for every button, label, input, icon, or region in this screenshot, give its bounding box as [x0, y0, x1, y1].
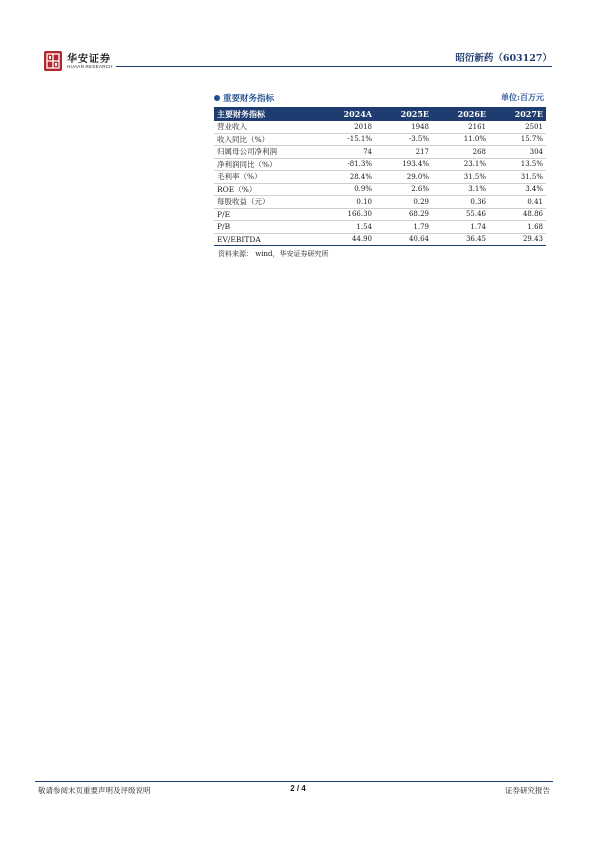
unit-label: 单位:百万元 [501, 92, 544, 102]
row-label: 净利润同比（%） [214, 158, 318, 171]
table-cell: 268 [432, 146, 489, 159]
column-header: 主要财务指标 [214, 107, 318, 121]
table-cell: 36.45 [432, 233, 489, 246]
table-row [214, 183, 546, 196]
table-cell: 13.5% [489, 158, 546, 171]
bullet-dot-icon [214, 95, 220, 101]
row-label: 归属母公司净利润 [214, 146, 318, 159]
column-header: 2024A [318, 107, 375, 121]
table-cell: 217 [375, 146, 432, 159]
table-cell: 55.46 [432, 208, 489, 221]
row-label: P/E [214, 208, 318, 221]
table-cell: 68.29 [375, 208, 432, 221]
source-note: 资料来源： wind，华安证券研究所 [218, 250, 329, 258]
table-cell: -15.1% [318, 133, 375, 146]
table-cell: 2161 [432, 121, 489, 133]
table-cell: 28.4% [318, 171, 375, 184]
table-row [214, 221, 546, 234]
table-cell: 3.1% [432, 183, 489, 196]
table-row [214, 208, 546, 221]
row-label: 收入同比（%） [214, 133, 318, 146]
section-title: 重要财务指标 [223, 94, 275, 104]
table-cell: 1948 [375, 121, 432, 133]
stock-title: 昭衍新药（603127） [455, 53, 552, 64]
company-subtitle: HUAAN RESEARCH [67, 64, 113, 69]
row-label: 每股收益（元） [214, 196, 318, 209]
column-header: 2026E [432, 107, 489, 121]
table-cell: 2501 [489, 121, 546, 133]
table-cell: 0.29 [375, 196, 432, 209]
row-label: 营业收入 [214, 121, 318, 133]
table-cell: -81.3% [318, 158, 375, 171]
table-cell: 1.79 [375, 221, 432, 234]
table-cell: 304 [489, 146, 546, 159]
row-label: EV/EBITDA [214, 233, 318, 246]
table-cell: 31.5% [489, 171, 546, 184]
table-cell: 40.64 [375, 233, 432, 246]
table-cell: 0.36 [432, 196, 489, 209]
company-name: 华安证券 [67, 54, 111, 65]
table-cell: 15.7% [489, 133, 546, 146]
section-header [214, 92, 546, 106]
table-cell: 74 [318, 146, 375, 159]
financial-indicators-section [214, 92, 546, 259]
table-row [214, 121, 546, 133]
header-divider [116, 66, 552, 67]
table-cell: -3.5% [375, 133, 432, 146]
huaan-logo-icon [44, 51, 62, 71]
table-cell: 29.0% [375, 171, 432, 184]
table-row [214, 146, 546, 159]
financial-table [214, 107, 546, 246]
table-cell: 3.4% [489, 183, 546, 196]
table-cell: 1.74 [432, 221, 489, 234]
table-cell: 1.54 [318, 221, 375, 234]
table-cell: 193.4% [375, 158, 432, 171]
table-cell: 2018 [318, 121, 375, 133]
table-cell: 2.6% [375, 183, 432, 196]
table-cell: 1.68 [489, 221, 546, 234]
table-cell: 31.5% [432, 171, 489, 184]
table-cell: 0.41 [489, 196, 546, 209]
report-type: 证券研究报告 [505, 786, 550, 795]
table-cell: 166.30 [318, 208, 375, 221]
column-header: 2025E [375, 107, 432, 121]
table-cell: 0.10 [318, 196, 375, 209]
row-label: ROE（%） [214, 183, 318, 196]
table-cell: 11.0% [432, 133, 489, 146]
table-row [214, 158, 546, 171]
table-row [214, 171, 546, 184]
table-row [214, 196, 546, 209]
table-cell: 23.1% [432, 158, 489, 171]
table-row [214, 133, 546, 146]
row-label: 毛利率（%） [214, 171, 318, 184]
table-cell: 48.86 [489, 208, 546, 221]
table-row [214, 233, 546, 246]
table-cell: 44.90 [318, 233, 375, 246]
table-cell: 0.9% [318, 183, 375, 196]
table-header-row [214, 107, 546, 121]
row-label: P/B [214, 221, 318, 234]
page-number: 2 / 4 [290, 784, 306, 793]
table-cell: 29.43 [489, 233, 546, 246]
column-header: 2027E [489, 107, 546, 121]
footer-divider [35, 781, 553, 782]
disclaimer-note: 敬请参阅末页重要声明及评级说明 [38, 786, 151, 795]
page-header [0, 0, 596, 80]
